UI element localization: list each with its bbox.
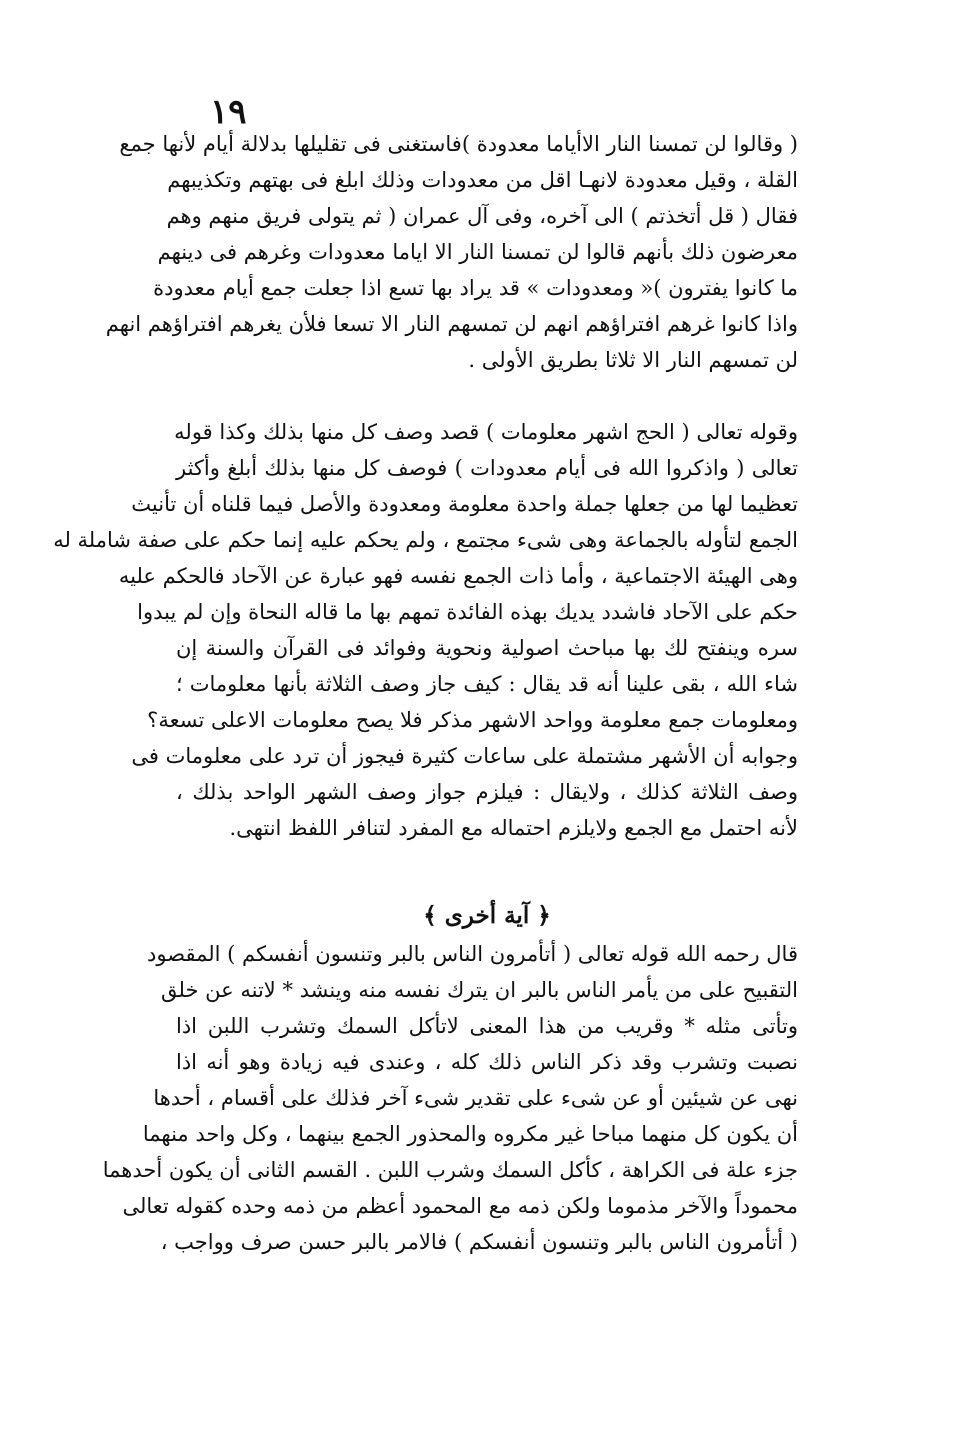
text-line: حكم على الآحاد فاشدد يديك بهذه الفائدة تمهم بها ما قاله النحاة وإن لم يبدوا — [137, 600, 798, 624]
text-line: وتأتى مثله * وقريب من هذا المعنى لاتأكل السمك وتشرب اللبن اذا — [176, 1014, 798, 1038]
text-line: ( أتأمرون الناس بالبر وتنسون أنفسكم ) فالامر بالبر حسن صرف وواجب ، — [160, 1230, 798, 1254]
text-line: تعظيما لها من جعلها جملة واحدة معلومة ومعدودة والأصل فيما قلناه أن تأنيث — [131, 492, 798, 516]
text-line: تعالى ( واذكروا الله فى أيام معدودات ) فوصف كل منها بذلك أبلغ وأكثر — [176, 456, 798, 480]
text-line: ( وقالوا لن تمسنا النار الاأياما معدودة )فاستغنى فى تقليلها بدلالة أيام لأنها جمع — [119, 132, 798, 156]
text-line: ما كانوا يفترون )« ومعدودات » قد يراد بها تسع اذا جعلت جمع أيام معدودة — [153, 276, 798, 300]
text-line: لن تمسهم النار الا ثلاثا بطريق الأولى . — [468, 348, 798, 372]
text-line: سره وينفتح لك بها مباحث اصولية ونحوية وفوائد فى القرآن والسنة إن — [176, 636, 798, 660]
text-line: محموداً والآخر مذموما ولكن ذمه مع المحمود أعظم من ذمه وحده كقوله تعالى — [122, 1194, 798, 1218]
text-line: أن يكون كل منهما مباحا غير مكروه والمحذور الجمع بينهما ، وكل واحد منهما — [142, 1122, 798, 1146]
text-line: نصبت وتشرب وقد ذكر الناس ذلك كله ، وعندى فيه زيادة وهو أنه اذا — [176, 1050, 798, 1074]
text-line: نهى عن شيئين أو عن شىء على تقدير شىء آخر فذلك على أقسام ، أحدها — [153, 1086, 798, 1110]
text-line: القلة ، وقيل معدودة لانهـا اقل من معدودات وذلك ابلغ فى بهتهم وتكذيبهم — [167, 168, 798, 192]
text-line: لأنه احتمل مع الجمع ولايلزم احتماله مع المفرد لتنافر اللفظ انتهى. — [229, 816, 798, 840]
page-number: ١٩ — [210, 92, 247, 132]
paragraph-1 — [105, 126, 798, 378]
text-line: فقال ( قل أتخذتم ) الى آخره، وفى آل عمران ( ثم يتولى فريق منهم وهم — [166, 204, 798, 228]
text-line: وصف الثلاثة كذلك ، ولايقال : فيلزم جواز وصف الشهر الواحد بذلك ، — [176, 780, 798, 804]
paragraph-2 — [53, 414, 798, 846]
text-line: واذا كانوا غرهم افتراؤهم انهم لن تمسهم النار الا تسعا فلأن يغرهم افتراؤهم انهم — [105, 312, 798, 336]
text-line: شاء الله ، بقى علينا أنه قد يقال : كيف جاز وصف الثلاثة بأنها معلومات ؛ — [176, 672, 798, 696]
section-heading: ﴿ آية أخرى ﴾ — [423, 902, 551, 929]
text-line: وجوابه أن الأشهر مشتملة على ساعات كثيرة فيجوز أن ترد على معلومات فى — [131, 744, 798, 768]
text-line: معرضون ذلك بأنهم قالوا لن تمسنا النار الا اياما معدودات وغرهم فى دينهم — [157, 240, 798, 264]
text-line: وقوله تعالى ( الحج اشهر معلومات ) قصد وصف كل منها بذلك وكذا قوله — [174, 420, 798, 444]
text-line: قال رحمه الله قوله تعالى ( أتأمرون الناس بالبر وتنسون أنفسكم ) المقصود — [147, 942, 798, 966]
text-line: الجمع لتأوله بالجماعة وهى شىء مجتمع ، ولم يحكم عليه إنما حكم على صفة شاملة له — [53, 528, 798, 552]
text-line: التقبيح على من يأمر الناس بالبر ان يترك نفسه منه وينشد * لاتنه عن خلق — [161, 978, 798, 1002]
text-line: وهى الهيئة الاجتماعية ، وأما ذات الجمع نفسه فهو عبارة عن الآحاد فالحكم عليه — [118, 564, 798, 588]
text-line: جزء علة فى الكراهة ، كأكل السمك وشرب اللبن . القسم الثانى أن يكون أحدهما — [102, 1158, 798, 1182]
text-line: ومعلومات جمع معلومة وواحد الاشهر مذكر فلا يصح معلومات الاعلى تسعة؟ — [147, 708, 798, 732]
paragraph-3 — [102, 936, 798, 1260]
